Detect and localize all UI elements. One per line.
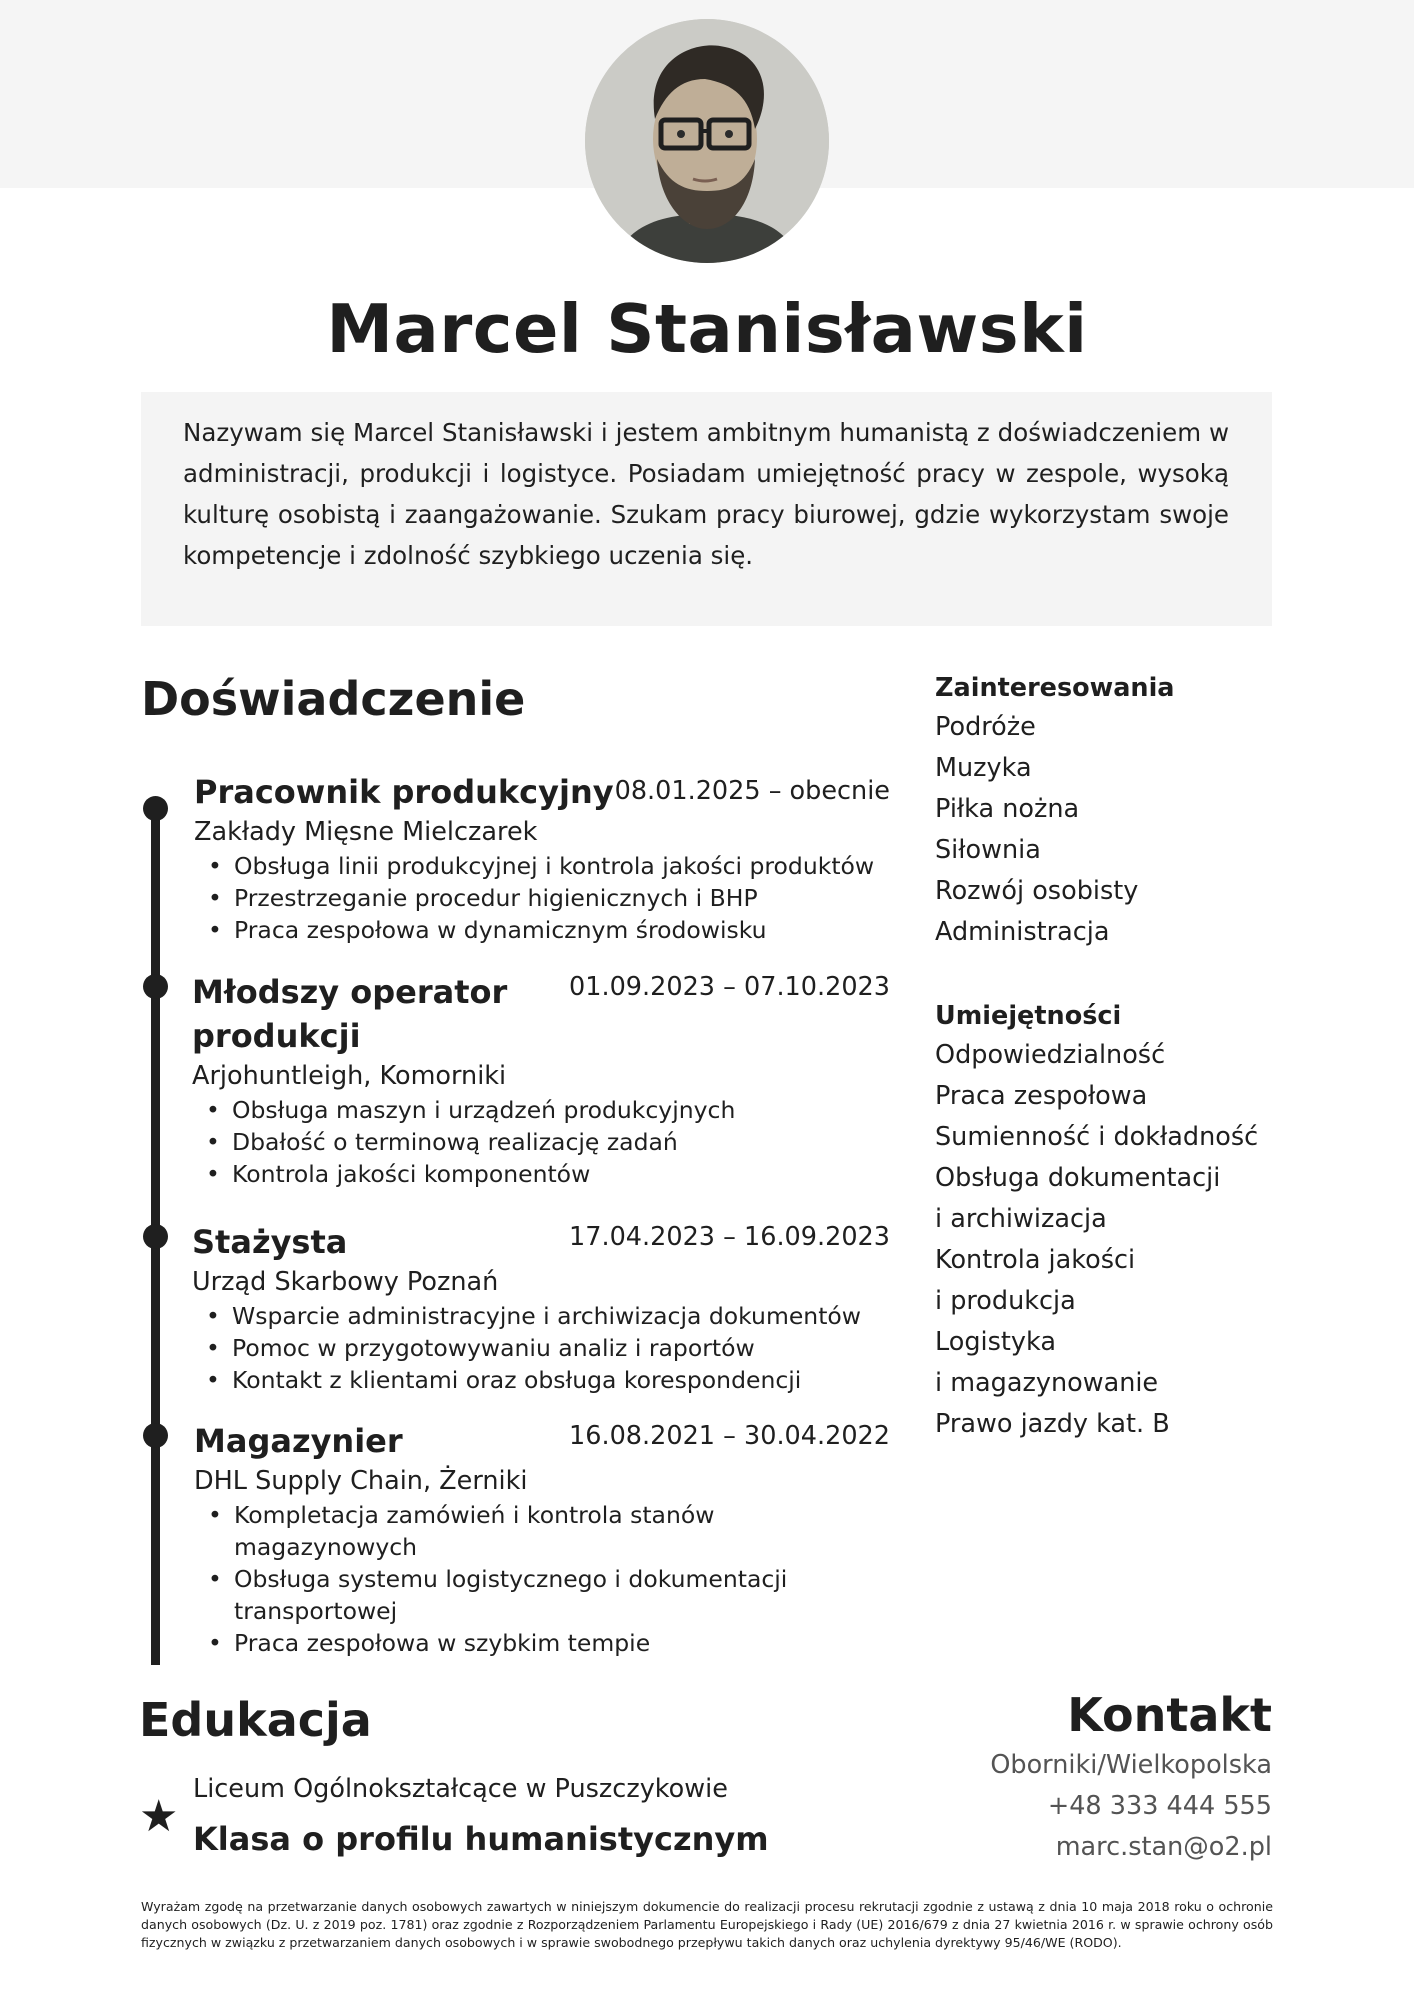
interest-item: Podróże bbox=[935, 712, 1036, 742]
job-dates: 16.08.2021 – 30.04.2022 bbox=[569, 1421, 890, 1451]
skill-item: Sumienność i dokładność bbox=[935, 1122, 1259, 1152]
job-header bbox=[194, 770, 890, 814]
candidate-name: Marcel Stanisławski bbox=[326, 290, 1088, 368]
timeline-dot bbox=[143, 1423, 168, 1448]
job-bullet: • Praca zespołowa w szybkim tempie bbox=[234, 1627, 814, 1659]
interest-item: Rozwój osobisty bbox=[935, 876, 1139, 906]
skill-item: i magazynowanie bbox=[935, 1368, 1159, 1398]
timeline-dot bbox=[143, 974, 168, 999]
summary-box bbox=[141, 392, 1272, 626]
job-bullets bbox=[194, 850, 890, 946]
education-profile: Klasa o profilu humanistycznym bbox=[193, 1820, 769, 1858]
job-bullets bbox=[192, 1094, 890, 1190]
job-company: Urząd Skarbowy Poznań bbox=[192, 1267, 499, 1297]
job-title: Stażysta bbox=[192, 1223, 348, 1261]
skill-item: Kontrola jakości bbox=[935, 1245, 1136, 1275]
skills-heading: Umiejętności bbox=[935, 1001, 1122, 1031]
timeline-dot bbox=[143, 796, 168, 821]
job-company: DHL Supply Chain, Żerniki bbox=[194, 1466, 528, 1496]
job-dates: 08.01.2025 – obecnie bbox=[614, 776, 890, 806]
job-bullet: • Pomoc w przygotowywaniu analiz i raportów bbox=[232, 1332, 890, 1364]
skill-item: Praca zespołowa bbox=[935, 1081, 1148, 1111]
contact-heading: Kontakt bbox=[1067, 1688, 1272, 1742]
job-bullet: • Kompletacja zamówień i kontrola stanów magazynowych bbox=[234, 1499, 814, 1563]
job-header bbox=[192, 970, 890, 1058]
interests-heading: Zainteresowania bbox=[935, 673, 1175, 703]
job-bullet: • Obsługa systemu logistycznego i dokumentacji transportowej bbox=[234, 1563, 814, 1627]
education-school: Liceum Ogólnokształcące w Puszczykowie bbox=[193, 1774, 728, 1804]
interest-item: Muzyka bbox=[935, 753, 1032, 783]
timeline-dot bbox=[143, 1224, 168, 1249]
job-dates: 01.09.2023 – 07.10.2023 bbox=[569, 972, 890, 1002]
job-bullet: • Przestrzeganie procedur higienicznych i BHP bbox=[234, 882, 890, 914]
job-title: Pracownik produkcyjny bbox=[194, 773, 614, 811]
job-entry bbox=[192, 970, 890, 1190]
contact-email[interactable]: marc.stan@o2.pl bbox=[1055, 1832, 1272, 1862]
job-bullet: • Kontakt z klientami oraz obsługa korespondencji bbox=[232, 1364, 890, 1396]
star-icon: ★ bbox=[139, 1791, 179, 1842]
job-entry bbox=[192, 1220, 890, 1396]
profile-photo bbox=[585, 19, 829, 263]
job-bullet: • Obsługa maszyn i urządzeń produkcyjnych bbox=[232, 1094, 890, 1126]
interest-item: Siłownia bbox=[935, 835, 1041, 865]
skill-item: Logistyka bbox=[935, 1327, 1056, 1357]
contact-phone[interactable]: +48 333 444 555 bbox=[1047, 1791, 1272, 1821]
job-bullets bbox=[192, 1300, 890, 1396]
gdpr-consent-clause: Wyrażam zgodę na przetwarzanie danych osobowych zawartych w niniejszym dokumencie do realizacji procesu rekrutacji zgodnie z ustawą z dnia 10 maja 2018 roku o ochronie danych osobowych (Dz. U. z 2019 poz. 1781) oraz zgodnie z Rozporządzeniem Parlamentu Europejskiego i Rady (UE) 2016/679 z dnia 27 kwietnia 2016 r. w sprawie ochrony osób fizycznych w związku z przetwarzaniem danych osobowych i w sprawie swobodnego przepływu takich danych oraz uchylenia dyrektywy 95/46/WE (RODO). bbox=[141, 1899, 1273, 1950]
interest-item: Piłka nożna bbox=[935, 794, 1080, 824]
job-bullet: • Praca zespołowa w dynamicznym środowisku bbox=[234, 914, 890, 946]
experience-heading: Doświadczenie bbox=[141, 672, 526, 726]
job-bullet: • Dbałość o terminową realizację zadań bbox=[232, 1126, 890, 1158]
job-bullet: • Kontrola jakości komponentów bbox=[232, 1158, 890, 1190]
job-header bbox=[194, 1419, 890, 1463]
skill-item: Prawo jazdy kat. B bbox=[935, 1409, 1170, 1439]
skill-item: i produkcja bbox=[935, 1286, 1076, 1316]
education-heading: Edukacja bbox=[139, 1693, 372, 1747]
profile-photo-illustration bbox=[585, 19, 829, 263]
skills-section bbox=[935, 997, 1275, 1445]
job-company: Zakłady Mięsne Mielczarek bbox=[194, 817, 538, 847]
skill-item: Odpowiedzialność bbox=[935, 1040, 1166, 1070]
job-header bbox=[192, 1220, 890, 1264]
job-dates: 17.04.2023 – 16.09.2023 bbox=[569, 1222, 890, 1252]
job-bullets bbox=[194, 1499, 814, 1659]
job-bullet: • Obsługa linii produkcyjnej i kontrola jakości produktów bbox=[234, 850, 890, 882]
skill-item: Obsługa dokumentacji bbox=[935, 1163, 1221, 1193]
interest-item: Administracja bbox=[935, 917, 1110, 947]
job-company: Arjohuntleigh, Komorniki bbox=[192, 1061, 507, 1091]
summary-text: Nazywam się Marcel Stanisławski i jestem ambitnym humanistą z doświadczeniem w administracji, produkcji i logistyce. Posiadam umiejętność pracy w zespole, wysoką kulturę osobistą i zaangażowanie. Szukam pracy biurowej, gdzie wykorzystam swoje kompetencje i zdolność szybkiego uczenia się. bbox=[183, 418, 1229, 570]
job-title: Magazynier bbox=[194, 1422, 403, 1460]
job-entry bbox=[194, 1419, 890, 1659]
contact-section bbox=[990, 1685, 1272, 1868]
job-bullet: • Wsparcie administracyjne i archiwizacja dokumentów bbox=[232, 1300, 890, 1332]
skill-item: i archiwizacja bbox=[935, 1204, 1107, 1234]
job-entry bbox=[194, 770, 890, 946]
interests-section bbox=[935, 669, 1275, 953]
job-title: Młodszy operator produkcji bbox=[192, 973, 508, 1055]
contact-location: Oborniki/Wielkopolska bbox=[990, 1750, 1272, 1780]
